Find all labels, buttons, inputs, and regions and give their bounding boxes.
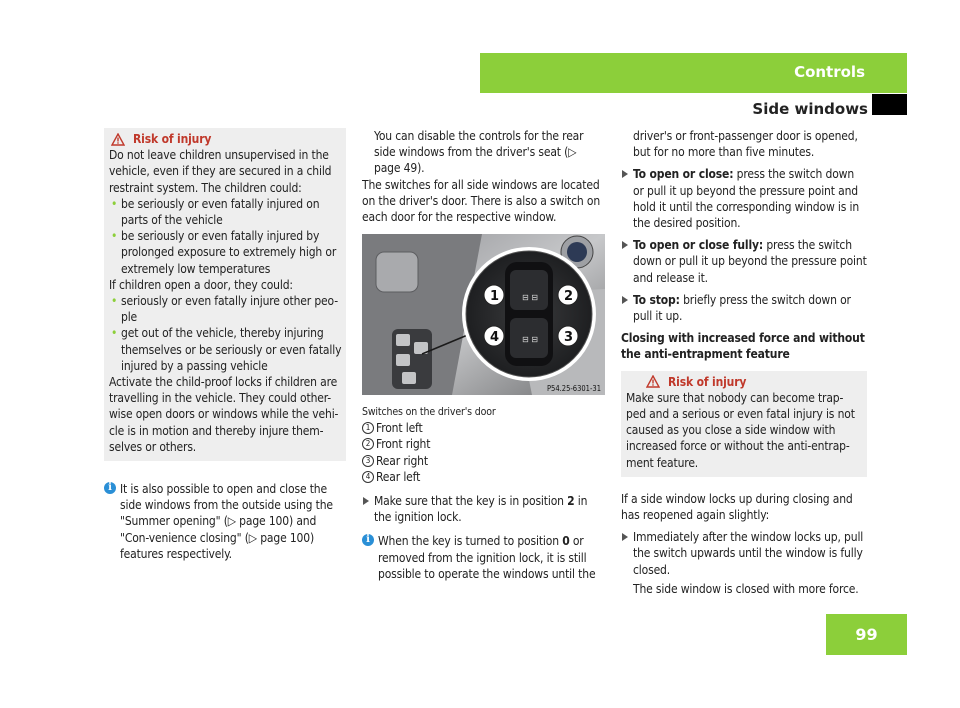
arrow-right-icon xyxy=(622,170,628,178)
info-text: It is also possible to open and close the side windows from the outside using the "Summer opening" (▷ page 100) and "Con-venience closing" (▷ page 100) features respectively. xyxy=(120,482,333,561)
info-icon: i xyxy=(104,482,116,494)
step-text: briefly press the switch down or pull it up. xyxy=(633,292,851,324)
step-bold: To stop: xyxy=(633,292,680,307)
section-tab xyxy=(480,53,907,93)
step-text: press the switch down or pull it up beyond the pressure point and release it. xyxy=(633,238,867,285)
item-label: Front right xyxy=(376,437,431,452)
step-item xyxy=(621,166,867,231)
warning-title: Risk of injury xyxy=(668,374,747,389)
item-label: Rear right xyxy=(376,453,428,468)
section-tab-label: Controls xyxy=(794,63,865,81)
figure-caption: Switches on the driver's door xyxy=(362,406,496,418)
warning-bullet: • get out of the vehicle, thereby injuring themselves or be seriously or even fatally injured by a passing vehicle xyxy=(109,325,342,374)
list-item xyxy=(362,469,605,485)
step-text: press the switch down or pull it up beyond the pressure point and hold it until the corresponding window is in the desired position. xyxy=(633,167,860,231)
page-title: Side windows xyxy=(752,100,868,118)
svg-text:4: 4 xyxy=(490,330,500,345)
warning-intro: Do not leave children unsupervised in the vehicle, even if they are secured in a child restraint system. The children could: xyxy=(109,148,332,195)
info-note xyxy=(362,533,605,582)
column-2 xyxy=(362,128,605,225)
step-bold: To open or close: xyxy=(633,167,734,182)
info-bold: 0 xyxy=(562,534,570,549)
warning-bullet: • be seriously or even fatally injured on parts of the vehicle xyxy=(109,196,342,228)
item-number: 3 xyxy=(362,455,374,467)
step-bold: 2 xyxy=(567,494,575,509)
info-text-end: or removed from the ignition lock, it is still possible to operate the windows until the xyxy=(378,534,596,581)
column-3 xyxy=(621,128,867,597)
page-marker xyxy=(872,94,907,115)
info-icon: i xyxy=(362,534,374,546)
warning-box xyxy=(621,371,867,477)
item-number: 2 xyxy=(362,438,374,450)
warning-end: Activate the child-proof locks if children are travelling in the vehicle. They could other-wise open doors or windows while the vehi-cle is in motion and thereby injure them-selves or others. xyxy=(109,375,339,454)
door-switch-illustration xyxy=(362,234,605,395)
list-item xyxy=(362,453,605,469)
step-item xyxy=(621,237,867,286)
arrow-right-icon xyxy=(622,241,628,249)
arrow-right-icon xyxy=(363,497,369,505)
svg-text:⊟ ⊟: ⊟ ⊟ xyxy=(522,293,538,302)
svg-text:1: 1 xyxy=(490,289,500,304)
info-note xyxy=(104,481,346,562)
step-text: Make sure that the key is in position xyxy=(374,494,568,509)
item-label: Rear left xyxy=(376,469,421,484)
arrow-right-icon xyxy=(622,533,628,541)
warning-mid: If children open a door, they could: xyxy=(109,277,293,292)
arrow-right-icon xyxy=(622,296,628,304)
image-code: P54.25-6301-31 xyxy=(546,384,601,393)
step-bold: To open or close fully: xyxy=(633,238,764,253)
warning-heading xyxy=(109,131,342,147)
warning-triangle-icon xyxy=(646,375,660,388)
warning-bullet: • seriously or even fatally injure other peo-ple xyxy=(109,293,342,325)
step-item xyxy=(362,493,605,525)
svg-text:3: 3 xyxy=(564,330,574,345)
warning-triangle-icon xyxy=(111,133,125,146)
warning-box xyxy=(104,128,346,461)
body-paragraph: If a side window locks up during closing and has reopened again slightly: xyxy=(621,491,853,523)
svg-text:⊟ ⊟: ⊟ ⊟ xyxy=(522,335,538,344)
svg-text:2: 2 xyxy=(564,289,574,304)
step-text-end: in the ignition lock. xyxy=(374,494,588,525)
step-text: Immediately after the window locks up, pull the switch upwards until the window is fully closed. xyxy=(633,530,864,577)
warning-title: Risk of injury xyxy=(133,132,212,146)
page-number: 99 xyxy=(826,614,907,655)
list-item xyxy=(362,420,605,436)
item-label: Front left xyxy=(376,421,423,436)
subheading: Closing with increased force and without the anti-entrapment feature xyxy=(621,331,865,362)
step-item xyxy=(621,529,867,578)
warning-text: Make sure that nobody can become trap-ped and a serious or even fatal injury is not caused as you close a side window with increased force or without the anti-entrap-ment feature. xyxy=(626,390,855,470)
info-text: When the key is turned to position xyxy=(378,534,563,549)
item-number: 4 xyxy=(362,471,374,483)
warning-heading xyxy=(626,374,863,390)
column-2-lower xyxy=(362,404,605,582)
final-text: The side window is closed with more force. xyxy=(633,581,859,596)
door-switch-photo xyxy=(362,234,605,395)
item-number: 1 xyxy=(362,422,374,434)
continued-text: driver's or front-passenger door is opened, but for no more than five minutes. xyxy=(633,129,858,160)
list-item xyxy=(362,436,605,452)
warning-bullet: • be seriously or even fatally injured by prolonged exposure to extremely high or extremely low temperatures xyxy=(109,228,342,277)
body-paragraph: The switches for all side windows are located on the driver's door. There is also a switch on each door for the respective window. xyxy=(362,177,601,225)
column-1 xyxy=(104,128,346,562)
step-item xyxy=(621,292,867,324)
intro-text: You can disable the controls for the rear side windows from the driver's seat (▷ page 49). xyxy=(374,129,584,176)
